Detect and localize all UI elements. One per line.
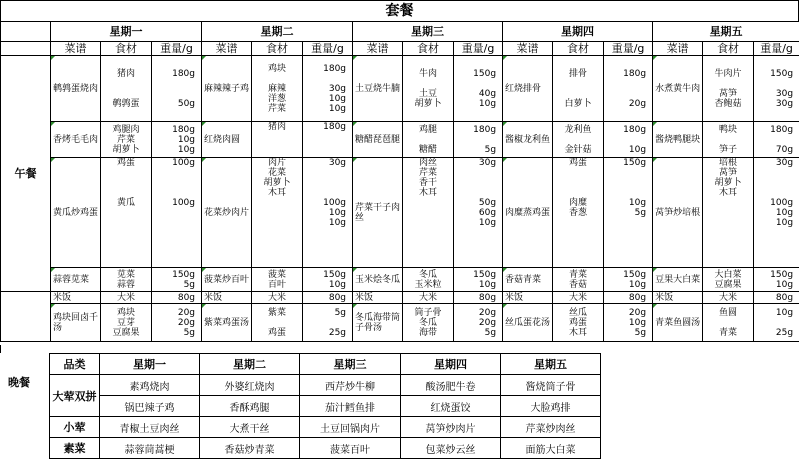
col-ingredient: 食材 [703,42,754,56]
weight: 20g [628,98,647,109]
weight: 20g [478,317,497,328]
ingredient: 排骨 [569,68,588,79]
ingredient: 莴笋 [719,88,738,99]
ingredient: 芹菜 [116,134,135,145]
weight: 10g [628,198,647,208]
corner-cell [1,22,51,42]
weight: 10g [478,98,497,109]
ingredient: 胡萝卜 [112,144,140,155]
dinner-day-mon: 星期一 [100,354,200,375]
dinner-dish: 青椒土豆肉丝 [100,417,200,438]
thu-dish-2-weights [604,122,653,158]
thu-dish-4-ingredients [553,268,604,292]
fri-soup: 青菜鱼圆汤 [653,304,703,342]
ingredient: 香葱 [569,208,588,218]
lunch-table [0,21,799,342]
ingredient: 胡萝卜 [263,178,291,188]
dinner-dish: 大脸鸡排 [501,396,601,417]
dinner-dish: 面筋大白菜 [501,438,601,459]
ingredient: 丝瓜 [569,307,588,318]
weight: 150g [623,158,647,168]
ingredient: 青菜 [569,269,588,280]
dinner-day-tue: 星期二 [200,354,300,375]
dinner-dish: 芹菜炒肉丝 [501,417,601,438]
wed-dish-1-ingredients [403,56,454,122]
ingredient: 鸡腿肉 [112,124,140,135]
wed-soup-weights [454,304,503,342]
tue-rice-weight: 80g [303,292,353,304]
ingredient: 龙利鱼 [564,124,592,135]
col-weight: 重量/g [754,42,799,56]
dinner-category-3: 素菜 [50,438,100,459]
tue-dish-2-ingredient: 猪肉 [252,122,303,158]
ingredient: 鸡腿 [419,124,438,135]
thu-rice-ingredient: 大米 [553,292,604,304]
dinner-dish: 红烧蛋饺 [401,396,501,417]
dinner-dish: 包菜炒云丝 [401,438,501,459]
fri-dish-1-ingredients [703,56,754,122]
dinner-day-thu: 星期四 [401,354,501,375]
ingredient: 鸡蛋 [116,158,135,168]
tue-dish-1-ingredients [252,56,303,122]
fri-dish-2-weights [754,122,799,158]
thu-dish-2: 酱椒龙利鱼 [503,122,553,158]
ingredient: 牛肉 [419,68,438,79]
weight: 10g [328,208,347,218]
thu-soup-weights [604,304,653,342]
weight: 10g [628,144,647,155]
col-ingredient: 食材 [403,42,454,56]
fri-dish-4-weights [754,268,799,292]
dinner-label: 晚餐 [8,376,30,389]
fri-dish-4: 豆果大白菜 [653,268,703,292]
weight: 5g [484,327,497,338]
day-header-thu: 星期四 [503,22,653,42]
ingredient: 豆腐果 [112,327,140,338]
wed-dish-2: 糖醋琵琶腿 [353,122,403,158]
day-header-wed: 星期三 [353,22,503,42]
ingredient: 肉糜 [569,198,588,208]
ingredient: 鸡蛋 [569,317,588,328]
ingredient: 大白菜 [714,269,742,280]
weight: 150g [770,68,794,79]
ingredient: 豆腐果 [714,279,742,290]
weight: 180g [172,68,196,79]
weight: 10g [328,218,347,228]
thu-rice-weight: 80g [604,292,653,304]
weight: 5g [183,279,196,290]
tue-soup: 紫菜鸡蛋汤 [202,304,252,342]
tue-dish-3: 花菜炒肉片 [202,158,252,268]
weight: 180g [623,124,647,135]
section-gap [0,345,799,353]
mon-dish-2-ingredients [101,122,152,158]
mon-dish-3-weights [152,158,202,268]
mon-dish-4-weights [152,268,202,292]
weight: 5g [183,327,196,338]
dinner-category-2: 小荤 [50,417,100,438]
wed-dish-1: 土豆烧牛腩 [353,56,403,122]
tue-rice-ingredient: 大米 [252,292,303,304]
weight: 180g [473,124,497,135]
thu-dish-1-weights [604,56,653,122]
mon-dish-4: 蒜蓉苋菜 [51,268,101,292]
ingredient: 麻辣 [268,83,287,94]
mon-rice: 米饭 [51,292,101,304]
fri-soup-weights [754,304,799,342]
tue-dish-2-weight: 180g [303,122,353,158]
ingredient: 玉米粒 [414,279,442,290]
tue-soup-ingredients [252,304,303,342]
ingredient: 木耳 [569,327,588,338]
weight: 10g [628,317,647,328]
tue-rice: 米饭 [202,292,252,304]
wed-dish-4: 玉米烩冬瓜 [353,268,403,292]
thu-dish-1-ingredients [553,56,604,122]
fri-rice-weight: 80g [754,292,799,304]
tue-dish-4: 菠菜炒百叶 [202,268,252,292]
ingredient: 青菜 [719,327,738,338]
fri-soup-ingredients [703,304,754,342]
ingredient: 培根 [719,158,738,168]
dinner-dish: 香菇炒青菜 [200,438,300,459]
tue-dish-3-ingredients [252,158,303,268]
ingredient: 肉片 [268,158,287,168]
weight: 150g [623,269,647,280]
dinner-category-header: 品类 [50,354,100,375]
col-ingredient: 食材 [252,42,303,56]
ingredient: 芹菜 [268,103,287,114]
ingredient: 菠菜 [268,269,287,280]
ingredient: 鸡蛋 [569,158,588,168]
sheet-title: 套餐 [0,0,799,22]
ingredient: 木耳 [719,188,738,198]
ingredient: 肉丝 [419,158,438,168]
mon-soup-weights [152,304,202,342]
dinner-category-1: 大荤双拼 [50,375,100,417]
ingredient: 土豆 [419,88,438,99]
dinner-dish: 西芹炒牛柳 [300,375,401,396]
weight: 40g [478,88,497,99]
weight: 30g [775,158,794,168]
dinner-dish: 菠菜百叶 [300,438,401,459]
dinner-dish: 素鸡烧肉 [100,375,200,396]
ingredient: 胡萝卜 [714,178,742,188]
ingredient: 白萝卜 [564,98,592,109]
weight: 25g [775,327,794,338]
ingredient: 海带 [419,327,438,338]
weight: 100g [172,198,196,208]
mon-soup: 鸡块回卤千汤 [51,304,101,342]
dinner-dish: 香酥鸡腿 [200,396,300,417]
weight: 20g [478,307,497,318]
weight: 10g [628,279,647,290]
wed-dish-4-ingredients [403,268,454,292]
mon-dish-4-ingredients [101,268,152,292]
weight: 10g [478,279,497,290]
dinner-day-fri: 星期五 [501,354,601,375]
dinner-dish: 外婆红烧肉 [200,375,300,396]
dinner-dish: 大煮干丝 [200,417,300,438]
fri-dish-1-weights [754,56,799,122]
weight: 30g [328,158,347,168]
mon-dish-2-weights [152,122,202,158]
thu-soup: 丝瓜蛋花汤 [503,304,553,342]
dinner-dish: 茄汁鳕鱼排 [300,396,401,417]
fri-dish-1: 水煮黄牛肉 [653,56,703,122]
dinner-dish: 酸汤肥牛卷 [401,375,501,396]
wed-soup-ingredients [403,304,454,342]
weight: 5g [484,144,497,155]
weight: 10g [328,103,347,114]
col-dish: 菜谱 [51,42,101,56]
weight: 10g [177,134,196,145]
col-dish: 菜谱 [653,42,703,56]
day-header-mon: 星期一 [51,22,202,42]
day-header-fri: 星期五 [653,22,799,42]
thu-rice: 米饭 [503,292,553,304]
thu-dish-3: 肉糜蒸鸡蛋 [503,158,553,268]
thu-dish-3-ingredients [553,158,604,268]
ingredient: 鸡块 [116,307,135,318]
wed-dish-2-ingredients [403,122,454,158]
thu-soup-ingredients [553,304,604,342]
fri-dish-3: 莴笋炒培根 [653,158,703,268]
weight: 10g [328,93,347,104]
dinner-table [49,353,601,459]
col-ingredient: 食材 [101,42,152,56]
tue-dish-4-ingredients [252,268,303,292]
ingredient: 杏鲍菇 [714,98,742,109]
fri-dish-2-ingredients [703,122,754,158]
ingredient: 莴笋 [719,168,738,178]
fri-dish-2: 酱烧鸭腿块 [653,122,703,158]
wed-dish-4-weights [454,268,503,292]
fri-dish-4-ingredients [703,268,754,292]
weight: 30g [478,158,497,168]
thu-dish-1: 红烧排骨 [503,56,553,122]
weight: 5g [634,208,647,218]
wed-dish-3-weights [454,158,503,268]
mon-dish-3: 黄瓜炒鸡蛋 [51,158,101,268]
wed-soup: 冬瓜海带筒子骨汤 [353,304,403,342]
ingredient: 金针菇 [564,144,592,155]
wed-dish-3-ingredients [403,158,454,268]
wed-dish-2-weights [454,122,503,158]
ingredient: 百叶 [268,279,287,290]
thu-dish-4: 香菇青菜 [503,268,553,292]
wed-rice-weight: 80g [454,292,503,304]
thu-dish-3-weights [604,158,653,268]
weight: 10g [478,218,497,228]
weight: 10g [177,144,196,155]
weight: 150g [770,269,794,280]
thu-dish-4-weights [604,268,653,292]
ingredient: 苋菜 [116,269,135,280]
ingredient: 鸡块 [268,63,287,74]
weight: 20g [177,317,196,328]
ingredient: 香菇 [569,279,588,290]
weight: 10g [775,208,794,218]
tue-dish-4-weights [303,268,353,292]
ingredient: 猪肉 [116,68,135,79]
weight: 10g [775,279,794,290]
col-weight: 重量/g [152,42,202,56]
wed-dish-1-weights [454,56,503,122]
weight: 100g [172,158,196,168]
ingredient: 黄瓜 [116,198,135,208]
col-dish: 菜谱 [503,42,553,56]
weight: 150g [473,269,497,280]
weight: 70g [775,144,794,155]
ingredient: 冬瓜 [419,317,438,328]
staple-side-cell [1,292,51,342]
wed-rice: 米饭 [353,292,403,304]
weight: 180g [623,68,647,79]
col-weight: 重量/g [303,42,353,56]
col-dish: 菜谱 [353,42,403,56]
ingredient: 糖醋 [419,144,438,155]
wed-dish-3: 芹菜干子肉丝 [353,158,403,268]
ingredient: 香干 [419,178,438,188]
fri-dish-3-ingredients [703,158,754,268]
col-dish: 菜谱 [202,42,252,56]
ingredient: 牛肉片 [714,68,742,79]
weight: 5g [634,327,647,338]
weight: 50g [177,98,196,109]
weight: 10g [775,218,794,228]
ingredient: 鸭块 [719,124,738,135]
dinner-dish: 土豆回锅肉片 [300,417,401,438]
weight: 30g [775,88,794,99]
mon-dish-1-ingredients [101,56,152,122]
ingredient: 鸡蛋 [268,327,287,338]
dinner-dish: 锅巴辣子鸡 [100,396,200,417]
ingredient: 筒子骨 [414,307,442,318]
wed-rice-ingredient: 大米 [403,292,454,304]
mon-rice-ingredient: 大米 [101,292,152,304]
mon-rice-weight: 80g [152,292,202,304]
weight: 5g [334,307,347,318]
fri-rice: 米饭 [653,292,703,304]
col-weight: 重量/g [604,42,653,56]
weight: 30g [775,98,794,109]
weight: 150g [473,68,497,79]
col-weight: 重量/g [454,42,503,56]
thu-dish-2-ingredients [553,122,604,158]
weight: 25g [328,327,347,338]
dinner-dish: 蒜蓉茼蒿梗 [100,438,200,459]
ingredient: 胡萝卜 [414,98,442,109]
ingredient: 鱼圆 [719,307,738,318]
ingredient: 洋葱 [268,93,287,104]
mon-dish-3-ingredients [101,158,152,268]
ingredient: 木耳 [419,188,438,198]
col-ingredient: 食材 [553,42,604,56]
ingredient: 冬瓜 [419,269,438,280]
ingredient: 蒜蓉 [116,279,135,290]
weight: 180g [172,124,196,135]
ingredient: 花菜 [268,168,287,178]
weight: 10g [775,307,794,318]
weight: 100g [770,198,794,208]
ingredient: 笋子 [719,144,738,155]
corner-cell-2 [1,42,51,56]
day-header-tue: 星期二 [202,22,353,42]
weight: 150g [323,269,347,280]
weight: 150g [172,269,196,280]
lunch-label: 午餐 [1,56,51,292]
weight: 10g [328,279,347,290]
tue-soup-weights [303,304,353,342]
ingredient: 木耳 [268,188,287,198]
dinner-dish: 莴笋炒肉片 [401,417,501,438]
weight: 20g [177,307,196,318]
weight: 60g [478,208,497,218]
mon-dish-1-weights [152,56,202,122]
ingredient: 紫菜 [268,307,287,318]
tue-dish-3-weights [303,158,353,268]
tue-dish-1-weights [303,56,353,122]
weight: 50g [478,198,497,208]
ingredient: 豆芽 [116,317,135,328]
dinner-dish: 酱烧筒子骨 [501,375,601,396]
tue-dish-1: 麻辣辣子鸡 [202,56,252,122]
dinner-day-wed: 星期三 [300,354,401,375]
weight: 20g [628,307,647,318]
ingredient: 鹌鹑蛋 [112,98,140,109]
weight: 100g [323,198,347,208]
weight: 30g [328,83,347,94]
weight: 180g [323,63,347,74]
ingredient: 芹菜 [419,168,438,178]
mon-dish-1: 鹌鹑蛋烧肉 [51,56,101,122]
mon-soup-ingredients [101,304,152,342]
fri-rice-ingredient: 大米 [703,292,754,304]
tue-dish-2: 红烧肉圆 [202,122,252,158]
weight: 180g [770,124,794,135]
mon-dish-2: 香烤毛毛肉 [51,122,101,158]
fri-dish-3-weights [754,158,799,268]
